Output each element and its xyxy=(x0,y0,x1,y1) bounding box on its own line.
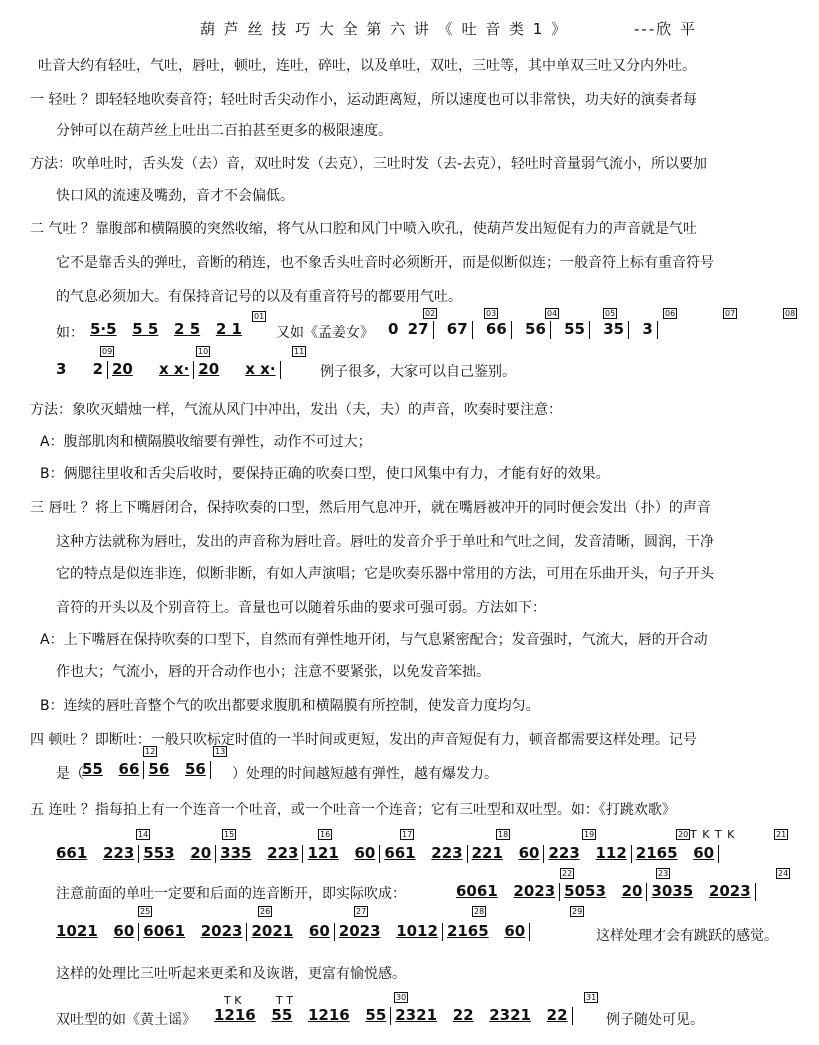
note: 1021 xyxy=(56,922,98,940)
note-group: 2 1 xyxy=(215,320,242,338)
note: 60 xyxy=(693,844,715,862)
note: x x· xyxy=(245,360,276,378)
sec5-line1: 五 连吐 ？指每拍上有一个连音一个吐音，或一个吐音一个连音；它有三吐型和双吐型。如：《打跳欢歌》 xyxy=(30,802,676,818)
note: 0 xyxy=(388,320,399,338)
note: 20 xyxy=(621,882,643,900)
sec1-method2: 快口风的流速及嘴劲，音才不会偏低。 xyxy=(56,188,294,204)
note: 55 xyxy=(365,1006,387,1024)
note: 223 xyxy=(548,844,580,862)
sec5-shuang-end: 例子随处可见。 xyxy=(606,1012,704,1028)
sec4-shi: 是（ xyxy=(56,766,84,782)
measure-number-box: 16 xyxy=(320,830,331,839)
measure-number-box: 03 xyxy=(486,309,497,318)
measure-number-box: 06 xyxy=(665,309,676,318)
sec5-note1: 注意前面的单吐一定要和后面的连音断开，即实际吹成： xyxy=(56,886,406,902)
page-title: 葫 芦 丝 技 巧 大 全 第 六 讲 《 吐 音 类 1 》 xyxy=(200,20,569,38)
sec5-note3: 这样的处理比三吐听起来更柔和及诙谐，更富有愉悦感。 xyxy=(56,966,406,982)
note: 2023 xyxy=(513,882,556,900)
note: 22 xyxy=(546,1006,568,1024)
measure-number-box: 10 xyxy=(198,347,209,356)
sec2-line3: 的气息必须加大。有保持音记号的以及有重音符号的都要用气吐。 xyxy=(56,289,462,305)
note: 60 xyxy=(504,922,526,940)
measure-number-box: 21 xyxy=(776,830,787,839)
note: 5 xyxy=(564,320,575,338)
note: 56 xyxy=(148,760,170,778)
note: 1012 xyxy=(396,922,438,940)
measure-number-box: 28 xyxy=(474,907,485,916)
note: 2 xyxy=(407,320,419,338)
intro-text: 吐音大约有轻吐，气吐，唇吐，顿吐，连吐，碎吐，以及单吐，双吐，三吐等，其中单双三吐又分内外吐。 xyxy=(38,58,696,74)
notation-mengjiangnv xyxy=(388,320,662,339)
note: 1216 xyxy=(307,1006,350,1024)
note: 66 xyxy=(118,760,140,778)
measure-number-box: 18 xyxy=(498,830,509,839)
note: 1216 xyxy=(214,1006,256,1024)
measure-number-box: 25 xyxy=(140,907,151,916)
measure-number-box: 14 xyxy=(138,830,149,839)
measure-number-box: 17 xyxy=(402,830,413,839)
sec2-b: B：俩腮往里收和舌尖后收时，要保持正确的吹奏口型，使口风集中有力，才能有好的效果。 xyxy=(40,466,610,482)
notation-lian1 xyxy=(56,844,723,863)
note: 5 xyxy=(574,320,585,338)
measure-number-box: 08 xyxy=(785,309,796,318)
mengjiangnv-label: 又如《孟姜女》 xyxy=(276,325,374,341)
sec1-line2: 分钟可以在葫芦丝上吐出二百拍甚至更多的极限速度。 xyxy=(56,123,392,139)
measure-number-box: 13 xyxy=(215,747,226,756)
note: 2165 xyxy=(446,922,489,940)
note: 661 xyxy=(56,844,88,862)
example-note: 例子很多，大家可以自己鉴别。 xyxy=(320,364,516,380)
note: 335 xyxy=(220,844,252,862)
measure-number-box: 15 xyxy=(224,830,235,839)
note: 2023 xyxy=(338,922,381,940)
note: 223 xyxy=(102,844,135,862)
measure-number-box: 12 xyxy=(145,747,156,756)
example-label: 如： xyxy=(56,325,84,341)
note: 60 xyxy=(113,922,135,940)
tk-marks: T K T K xyxy=(690,828,736,841)
note-group: 2 5 xyxy=(174,320,201,338)
author: ---欣 平 xyxy=(634,20,698,38)
note: 112 xyxy=(595,844,627,862)
measure-number-box: 27 xyxy=(356,907,367,916)
note: 121 xyxy=(307,844,339,862)
note: 20 xyxy=(190,844,212,862)
sec2-method: 方法：象吹灭蜡烛一样，气流从风门中冲出，发出（夫，夫）的声音，吹奏时要注意： xyxy=(30,402,562,418)
note: 6 xyxy=(496,320,507,338)
tk-marks: T K xyxy=(224,994,242,1007)
sec3-line3: 它的特点是似连非连，似断非断，有如人声演唱；它是吹奏乐器中常用的方法，可用在乐曲开头，句子开头 xyxy=(56,566,714,582)
notation-row2 xyxy=(56,360,285,379)
measure-number-box: 09 xyxy=(102,347,113,356)
sec2-line1: 二 气吐 ？靠腹部和横隔膜的突然收缩，将气从口腔和风门中喷入吹孔，使葫芦发出短促有力的声音就是气吐 xyxy=(30,221,697,237)
note: 60 xyxy=(518,844,540,862)
note: 55 xyxy=(82,760,103,778)
note: 6 xyxy=(535,320,546,338)
note: 553 xyxy=(143,844,175,862)
sec1-method1: 方法：吹单吐时，舌头发（去）音，双吐时发（去克），三吐时发（去-去克），轻吐时音量弱气流小，所以要加 xyxy=(30,156,708,172)
note: 20 xyxy=(198,360,220,378)
note: 6061 xyxy=(456,882,498,900)
note: 2165 xyxy=(635,844,678,862)
sec1-line1: 一 轻吐 ？即轻轻地吹奏音符；轻吐时舌尖动作小，运动距离短，所以速度也可以非常快，功夫好的演奏者每 xyxy=(30,92,697,108)
note: 20 xyxy=(112,360,133,378)
sec3-line2: 这种方法就称为唇吐，发出的声音称为唇吐音。唇吐的发音介乎于单吐和气吐之间，发音清晰，圆润，干净 xyxy=(56,534,714,550)
note: 221 xyxy=(471,844,503,862)
sec3-a1: A：上下嘴唇在保持吹奏的口型下，自然而有弹性地开闭，与气息紧密配合；发音强时，气流大，唇的开合动 xyxy=(40,632,708,648)
sec3-line4: 音符的开头以及个别音符上。音量也可以随着乐曲的要求可强可弱。方法如下： xyxy=(56,600,546,616)
note: 6 xyxy=(485,320,497,338)
notation-ex1 xyxy=(90,320,242,338)
note: 5053 xyxy=(564,882,606,900)
note: 60 xyxy=(354,844,376,862)
note: 2021 xyxy=(251,922,294,940)
measure-number-box: 19 xyxy=(584,830,595,839)
measure-number-box: 22 xyxy=(562,869,573,878)
sec5-note2: 这样处理才会有跳跃的感觉。 xyxy=(596,928,778,944)
notation-lian3 xyxy=(56,922,534,941)
measure-number-box: 24 xyxy=(778,869,789,878)
note: 55 xyxy=(271,1006,293,1024)
note: 2321 xyxy=(395,1006,438,1024)
measure-number-box: 20 xyxy=(678,830,689,839)
measure-number-box: 11 xyxy=(294,347,305,356)
sec2-line2: 它不是靠舌头的弹吐，音断的稍连，也不象舌头吐音时必须断开，而是似断似连；一般音符上标有重音符号 xyxy=(56,255,714,271)
measure-number-box: 29 xyxy=(572,907,583,916)
note: 22 xyxy=(452,1006,474,1024)
note: 6061 xyxy=(143,922,186,940)
note-group: 5·5 xyxy=(90,320,117,338)
sec4-line1: 四 顿吐 ？即断吐：一般只吹标定时值的一半时间或更短，发出的声音短促有力，顿音都需要这样处理。记号 xyxy=(30,732,697,748)
sec3-b: B：连续的唇吐音整个气的吹出都要求腹肌和横隔膜有所控制，使发音力度均匀。 xyxy=(40,698,540,714)
note: 7 xyxy=(418,320,429,338)
note: 661 xyxy=(384,844,416,862)
note: 7 xyxy=(457,320,468,338)
measure-number-box: 01 xyxy=(254,312,265,321)
sec3-a2: 作也大；气流小，唇的开合动作也小；注意不要紧张，以免发音笨拙。 xyxy=(56,664,490,680)
note: 223 xyxy=(267,844,299,862)
note: 3 xyxy=(56,360,67,378)
measure-number-box: 23 xyxy=(658,869,669,878)
measure-number-box: 31 xyxy=(586,993,597,1002)
note: 2321 xyxy=(489,1006,531,1024)
note-group: 5 5 xyxy=(132,320,159,338)
note: 56 xyxy=(184,760,206,778)
measure-number-box: 26 xyxy=(260,907,271,916)
sec4-after: ）处理的时间越短越有弹性，越有爆发力。 xyxy=(232,766,498,782)
notation-dun xyxy=(82,760,215,779)
note: 2023 xyxy=(708,882,751,900)
note: 2 xyxy=(92,360,103,378)
note: 6 xyxy=(446,320,458,338)
note: 60 xyxy=(308,922,330,940)
note: 223 xyxy=(431,844,463,862)
measure-number-box: 02 xyxy=(425,309,436,318)
note: 3035 xyxy=(651,882,694,900)
sec3-line1: 三 唇吐 ？将上下嘴唇闭合，保持吹奏的口型，然后用气息冲开，就在嘴唇被冲开的同时便会发出（扑）的声音 xyxy=(30,500,711,516)
measure-number-box: 07 xyxy=(725,309,736,318)
sec2-a: A：腹部肌肉和横隔膜收缩要有弹性，动作不可过大； xyxy=(40,434,372,450)
note: 3 xyxy=(642,320,653,338)
note: 5 xyxy=(525,320,536,338)
sec5-shuang: 双吐型的如《黄土谣》 xyxy=(56,1012,196,1028)
note: x x· xyxy=(159,360,190,378)
measure-number-box: 30 xyxy=(396,993,407,1002)
notation-lian2 xyxy=(456,882,760,901)
measure-number-box: 05 xyxy=(605,309,616,318)
note: 3 xyxy=(603,320,614,338)
tt-marks: T T xyxy=(276,994,293,1007)
measure-number-box: 04 xyxy=(547,309,558,318)
notation-shuang xyxy=(214,1006,577,1025)
note: 5 xyxy=(613,320,625,338)
note: 2023 xyxy=(200,922,243,940)
